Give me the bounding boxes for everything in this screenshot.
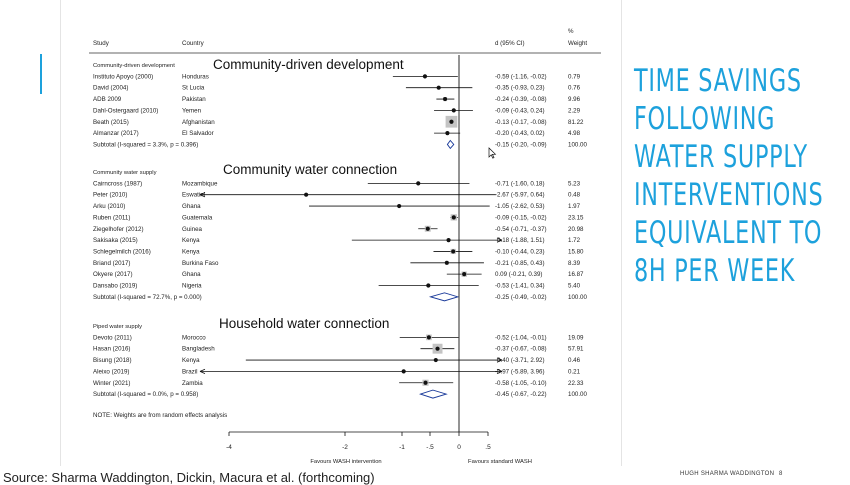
group-annotation: Household water connection: [219, 316, 390, 331]
x-tick-label: 0: [457, 444, 461, 451]
study-name: Ruben (2011): [93, 214, 131, 222]
x-tick-label: -.5: [426, 444, 434, 451]
source-citation: Source: Sharma Waddington, Dickin, Macura et al. (forthcoming): [3, 470, 375, 485]
study-weight: 0.79: [568, 73, 581, 81]
study-name: Peter (2010): [93, 191, 128, 199]
accent-bar: [40, 54, 42, 94]
point-estimate: [443, 97, 447, 101]
x-tick-label: -4: [226, 444, 232, 451]
study-effect-ci: -0.52 (-1.04, -0.01): [495, 334, 547, 342]
point-estimate: [452, 108, 456, 112]
study-effect-ci: -0.24 (-0.39, -0.08): [495, 96, 547, 104]
subtotal-label: Subtotal (I-squared = 72.7%, p = 0.000): [93, 293, 202, 301]
study-name: Devoto (2011): [93, 334, 132, 342]
point-estimate: [445, 131, 449, 135]
study-weight: 22.33: [568, 379, 584, 387]
study-effect-ci: -0.40 (-3.71, 2.92): [495, 357, 545, 365]
title-line: FOLLOWING: [634, 101, 776, 137]
page-number: 8: [779, 471, 783, 477]
forest-plot: [61, 0, 621, 466]
study-weight: 23.15: [568, 214, 584, 222]
study-effect-ci: -0.58 (-1.05, -0.10): [495, 379, 547, 387]
x-tick-label: -1: [399, 444, 405, 451]
header-weight-top: %: [568, 28, 574, 35]
study-country: St Lucia: [182, 84, 205, 92]
title-line: WATER SUPPLY: [634, 139, 808, 175]
header-study: Study: [93, 40, 109, 47]
subtotal-effect-ci: -0.45 (-0.67, -0.22): [495, 391, 547, 399]
study-name: ADB 2009: [93, 96, 122, 104]
x-label-left: Favours WASH intervention: [310, 459, 382, 465]
study-effect-ci: -0.53 (-1.41, 0.34): [495, 282, 545, 290]
study-country: Brazil: [182, 368, 198, 376]
slide-title: [634, 62, 824, 290]
point-estimate: [304, 193, 308, 197]
title-line: 8H PER WEEK: [634, 253, 796, 289]
mouse-cursor-icon: [489, 148, 495, 158]
study-country: Guinea: [182, 225, 202, 233]
point-estimate: [435, 347, 439, 351]
forest-plot-figure: [60, 0, 622, 466]
x-label-right: Favours standard WASH: [468, 459, 532, 465]
point-estimate: [452, 215, 456, 219]
title-line: EQUIVALENT TO: [634, 215, 823, 251]
point-estimate: [426, 227, 430, 231]
study-weight: 5.23: [568, 180, 581, 188]
subtotal-label: Subtotal (I-squared = 0.0%, p = 0.958): [93, 391, 199, 399]
study-effect-ci: -0.09 (-0.15, -0.02): [495, 214, 547, 222]
subtotal-diamond: [420, 390, 446, 398]
study-effect-ci: -0.35 (-0.93, 0.23): [495, 84, 545, 92]
study-name: Almanzar (2017): [93, 130, 139, 138]
study-country: Honduras: [182, 73, 209, 81]
study-weight: 1.72: [568, 237, 581, 245]
study-country: Morocco: [182, 334, 206, 342]
study-effect-ci: -2.67 (-5.97, 0.64): [495, 191, 545, 199]
study-weight: 20.98: [568, 225, 584, 233]
study-country: Kenya: [182, 237, 200, 245]
study-country: El Salvador: [182, 130, 214, 138]
study-weight: 15.80: [568, 248, 584, 256]
study-effect-ci: -0.20 (-0.43, 0.02): [495, 130, 545, 138]
study-name: Hasan (2016): [93, 345, 131, 353]
study-name: Arku (2010): [93, 203, 126, 211]
study-country: Afghanistan: [182, 118, 215, 126]
point-estimate: [426, 283, 430, 287]
study-effect-ci: -0.10 (-0.44, 0.23): [495, 248, 545, 256]
study-country: Kenya: [182, 357, 200, 365]
study-country: Bangladesh: [182, 345, 215, 353]
study-country: Nigeria: [182, 282, 202, 290]
point-estimate: [446, 238, 450, 242]
footer-author: HUGH SHARMA WADDINGTON: [680, 471, 775, 477]
study-weight: 16.87: [568, 271, 584, 279]
study-country: Guatemala: [182, 214, 213, 222]
subtotal-weight: 100.00: [568, 293, 587, 301]
study-weight: 5.40: [568, 282, 581, 290]
subtotal-label: Subtotal (I-squared = 3.3%, p = 0.396): [93, 141, 199, 149]
study-country: Burkina Faso: [182, 259, 219, 267]
study-name: Winter (2021): [93, 379, 131, 387]
point-estimate: [449, 120, 453, 124]
header-country: Country: [182, 40, 204, 47]
point-estimate: [397, 204, 401, 208]
study-weight: 4.98: [568, 130, 581, 138]
point-estimate: [423, 381, 427, 385]
study-name: Briand (2017): [93, 259, 131, 267]
study-weight: 1.97: [568, 203, 581, 211]
study-country: Yemen: [182, 107, 202, 115]
x-tick-label: .5: [485, 444, 491, 451]
study-name: David (2004): [93, 84, 129, 92]
subtotal-diamond: [447, 140, 453, 148]
group-heading: Community water supply: [93, 170, 157, 176]
header-effect: d (95% CI): [495, 40, 525, 47]
study-name: Instituto Apoyo (2000): [93, 73, 154, 81]
subtotal-weight: 100.00: [568, 141, 587, 149]
group-heading: Community-driven development: [93, 63, 175, 69]
point-estimate: [423, 74, 427, 78]
study-weight: 8.39: [568, 259, 581, 267]
point-estimate: [451, 249, 455, 253]
study-effect-ci: -0.59 (-1.16, -0.02): [495, 73, 547, 81]
study-effect-ci: 0.09 (-0.21, 0.39): [495, 271, 543, 279]
study-country: Kenya: [182, 248, 200, 256]
study-name: Sakisaka (2015): [93, 237, 138, 245]
study-effect-ci: -0.18 (-1.88, 1.51): [495, 237, 545, 245]
point-estimate: [437, 86, 441, 90]
study-weight: 9.96: [568, 96, 581, 104]
study-name: Dahl-Ostergaard (2010): [93, 107, 159, 115]
study-weight: 0.46: [568, 357, 581, 365]
x-tick-label: -2: [342, 444, 348, 451]
title-line: INTERVENTIONS: [634, 177, 824, 213]
study-name: Okyere (2017): [93, 271, 133, 279]
study-effect-ci: -0.97 (-5.89, 3.96): [495, 368, 545, 376]
study-name: Aleixo (2019): [93, 368, 130, 376]
subtotal-effect-ci: -0.25 (-0.49, -0.02): [495, 293, 547, 301]
point-estimate: [416, 181, 420, 185]
study-weight: 57.91: [568, 345, 584, 353]
study-name: Ziegelhofer (2012): [93, 225, 144, 233]
study-effect-ci: -0.54 (-0.71, -0.37): [495, 225, 547, 233]
footnote: NOTE: Weights are from random effects analysis: [93, 412, 228, 419]
study-weight: 0.48: [568, 191, 581, 199]
subtotal-weight: 100.00: [568, 391, 587, 399]
title-line: TIME SAVINGS: [634, 63, 802, 99]
study-country: Ghana: [182, 203, 201, 211]
study-country: Pakistan: [182, 96, 206, 104]
point-estimate: [445, 261, 449, 265]
study-weight: 81.22: [568, 118, 584, 126]
study-name: Schlegelmilch (2016): [93, 248, 151, 256]
point-estimate: [427, 335, 431, 339]
study-weight: 0.76: [568, 84, 581, 92]
subtotal-diamond: [431, 293, 458, 301]
header-weight: Weight: [568, 40, 588, 47]
study-weight: 19.09: [568, 334, 584, 342]
group-annotation: Community water connection: [223, 162, 398, 177]
study-country: Mozambique: [182, 180, 218, 188]
study-weight: 0.21: [568, 368, 581, 376]
study-name: Bisung (2018): [93, 357, 132, 365]
study-country: Zambia: [182, 379, 203, 387]
study-name: Beath (2015): [93, 118, 129, 126]
study-effect-ci: -0.71 (-1.60, 0.18): [495, 180, 545, 188]
point-estimate: [462, 272, 466, 276]
subtotal-effect-ci: -0.15 (-0.20, -0.09): [495, 141, 547, 149]
study-effect-ci: -0.13 (-0.17, -0.08): [495, 118, 547, 126]
study-effect-ci: -0.37 (-0.67, -0.08): [495, 345, 547, 353]
point-estimate: [434, 358, 438, 362]
study-name: Cairncross (1987): [93, 180, 143, 188]
study-name: Dansabo (2019): [93, 282, 138, 290]
study-country: Ghana: [182, 271, 201, 279]
point-estimate: [402, 369, 406, 373]
study-weight: 2.29: [568, 107, 581, 115]
study-country: Eswatini: [182, 191, 206, 199]
study-effect-ci: -0.21 (-0.85, 0.43): [495, 259, 545, 267]
group-heading: Piped water supply: [93, 324, 142, 330]
study-effect-ci: -0.09 (-0.43, 0.24): [495, 107, 545, 115]
group-annotation: Community-driven development: [213, 57, 404, 72]
study-effect-ci: -1.05 (-2.62, 0.53): [495, 203, 545, 211]
